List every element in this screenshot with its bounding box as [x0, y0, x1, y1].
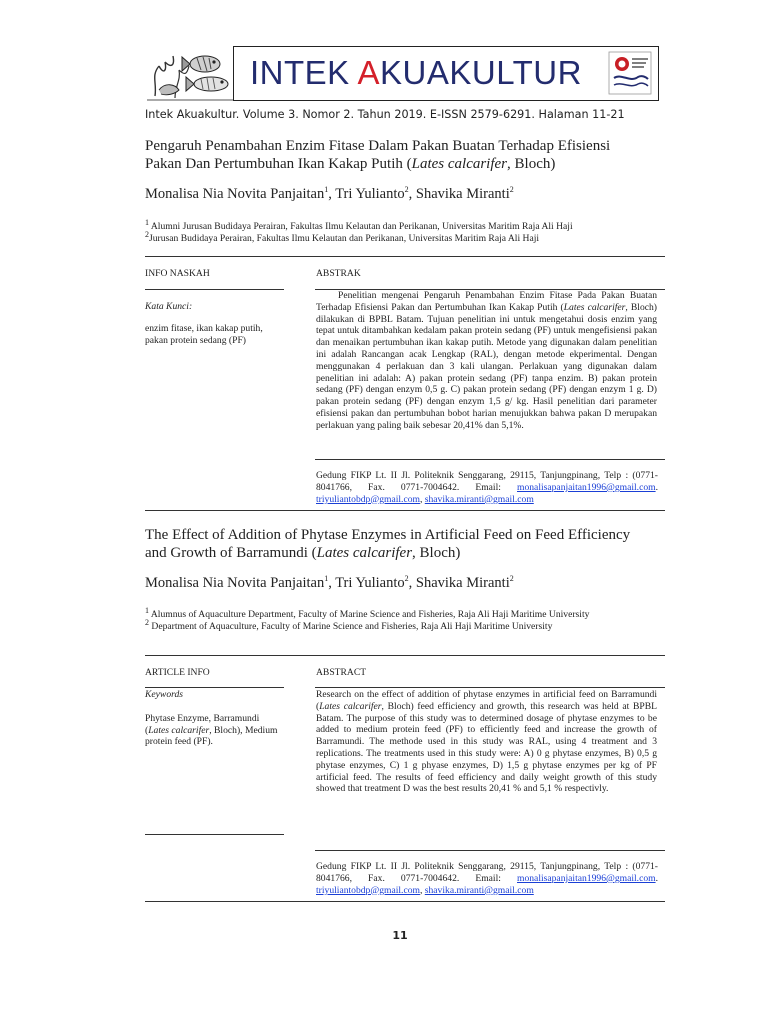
abstrak-header: ABSTRAK: [316, 268, 361, 279]
email-link[interactable]: monalisapanjaitan1996@gmail.com: [517, 481, 656, 493]
divider: [145, 289, 284, 290]
email-link[interactable]: monalisapanjaitan1996@gmail.com: [517, 872, 656, 884]
info-naskah-header: INFO NASKAH: [145, 268, 210, 279]
english-affiliation-1: $^1$ Alumnus of Aquaculture Department, Faculty of Marine Science and Fisheries, Raja Ali Haji Maritime University: [145, 605, 590, 620]
email-link[interactable]: shavika.miranti@gmail.com: [424, 493, 534, 505]
keywords-label: Keywords: [145, 689, 184, 700]
divider: [145, 901, 665, 902]
indonesian-authors: Monalisa Nia Novita Panjaitan$^1$, Tri Yulianto$^2$, Shavika Miranti$^2$: [145, 185, 514, 202]
divider: [315, 687, 665, 688]
issue-citation: Intek Akuakultur. Volume 3. Nomor 2. Tahun 2019. E-ISSN 2579-6291. Halaman 11-21: [145, 108, 625, 121]
kata-kunci-label: Kata Kunci:: [145, 301, 193, 312]
abstract-header: ABSTRACT: [316, 667, 367, 678]
indonesian-affiliation-1: $^1$ Alumni Jurusan Budidaya Perairan, Fakultas Ilmu Kelautan dan Perikanan, Universitas Maritim Raja Ali Haji: [145, 217, 573, 232]
email-link[interactable]: shavika.miranti@gmail.com: [424, 884, 534, 896]
indonesian-title-line2: Pakan Dan Pertumbuhan Ikan Kakap Putih (Lates calcarifer, Bloch): [145, 156, 556, 172]
indonesian-affiliation-2: $^2$Jurusan Budidaya Perairan, Fakultas Ilmu Kelautan dan Perikanan, Universitas Maritim Raja Ali Haji: [145, 229, 540, 244]
journal-masthead: [233, 46, 659, 101]
keywords-text: Phytase Enzyme, Barramundi (Lates calcarifer, Bloch), Medium protein feed (PF).: [145, 713, 278, 747]
indonesian-contact: Gedung FIKP Lt. II Jl. Politeknik Senggarang, 29115, Tanjungpinang, Telp : (0771-8041766, Fax. 0771-7004642. Email: monalisapanjaitan1996@gmail.com. triyuliantobdp@gmail.com, shavika.miranti@gmail.com: [316, 470, 658, 505]
english-abstract: Research on the effect of addition of phytase enzymes in artificial feed on Barramundi (Lates calcarifer, Bloch) feed efficiency and growth, this research was held at BPBL Batam. The purpose of this study was to determined dosage of phytase enzymes to be added to medium protein feed (PF) to efficiently feed and increase the growth of Barramundi. The methode used in this study was RAL, using 4 treatment and 3 replications. The treatments used in this study were: A) 0 g phytase enzymes, B) 0,5 g phytase enzymes, C) 1 g phyase enzymes, D) 1,5 g phytase enzymes per kg of PF artificial feed. The results of feed efficiency and daily weight growth of this study showed that treatment D was the best results 20,41 % and 5,1 % respectivly.: [316, 689, 657, 795]
email-link[interactable]: triyuliantobdp@gmail.com: [316, 884, 420, 896]
article-info-header: ARTICLE INFO: [145, 667, 210, 678]
english-authors: Monalisa Nia Novita Panjaitan$^1$, Tri Yulianto$^2$, Shavika Miranti$^2$: [145, 574, 514, 591]
divider: [315, 459, 665, 460]
indonesian-abstract: Penelitian mengenai Pengaruh Penambahan Enzim Fitase Pada Pakan Buatan Terhadap Efisiensi Pakan dan Pertumbuhan Ikan Kakap Putih (Lates calcarifer, Bloch) dilakukan di BPBL Batam. Tujuan penelitian ini untuk mengetahui dosis enzim yang tepat untuk ditambahkan kedalam pakan protein sedang (PF) untuk mengefisiensi pakan dan menaikan pertumbuhan ikan kakap putih. Metode yang digunakan dalam penelitian ini adalah Rancangan acak Lengkap (RAL), dengan metode ekperimental. Dengan menggunakan 4 perlakuan dan 3 kali ulangan. Perlakuan yang digunakan dalam penelitian ini adalah: A) pakan protein sedang (PF) tanpa enzim. B) pakan protein sedang (PF) dengan enzym 0,5 g. C) pakan protein sedang (PF) dengan enzym 1 g. D) pakan protein sedang (PF) dengan enzym 1,5 g/ kg. Hasil penelitian dari parameter efisiensi pakan dan pertumbuhan bobot harian menujukkan bahwa pakan D merupakan perlakuan yang paling baik sebesar 20,41% dan 5,1%.: [316, 290, 657, 431]
divider: [145, 256, 665, 257]
journal-name: INTEK AKUAKULTUR: [250, 54, 582, 91]
email-link[interactable]: triyuliantobdp@gmail.com: [316, 493, 420, 505]
indonesian-title: [145, 137, 660, 173]
indonesian-title-line1: Pengaruh Penambahan Enzim Fitase Dalam Pakan Buatan Terhadap Efisiensi: [145, 138, 611, 154]
divider: [145, 834, 284, 835]
fish-illustration-icon: [145, 46, 237, 102]
english-title-line2: and Growth of Barramundi (Lates calcarifer, Bloch): [145, 545, 461, 561]
english-affiliation-2: $^2$ Department of Aquaculture, Faculty of Marine Science and Fisheries, Raja Ali Haji Maritime University: [145, 617, 553, 632]
english-title: [145, 526, 660, 562]
divider: [145, 655, 665, 656]
journal-logo-icon: [608, 51, 652, 95]
divider: [145, 510, 665, 511]
english-contact: Gedung FIKP Lt. II Jl. Politeknik Senggarang, 29115, Tanjungpinang, Telp : (0771-8041766, Fax. 0771-7004642. Email: monalisapanjaitan1996@gmail.com. triyuliantobdp@gmail.com, shavika.miranti@gmail.com: [316, 861, 658, 896]
kata-kunci-text: enzim fitase, ikan kakap putih, pakan protein sedang (PF): [145, 323, 263, 346]
divider: [145, 687, 284, 688]
divider: [315, 850, 665, 851]
page-number: 11: [392, 929, 408, 942]
english-title-line1: The Effect of Addition of Phytase Enzymes in Artificial Feed on Feed Efficiency: [145, 527, 631, 543]
